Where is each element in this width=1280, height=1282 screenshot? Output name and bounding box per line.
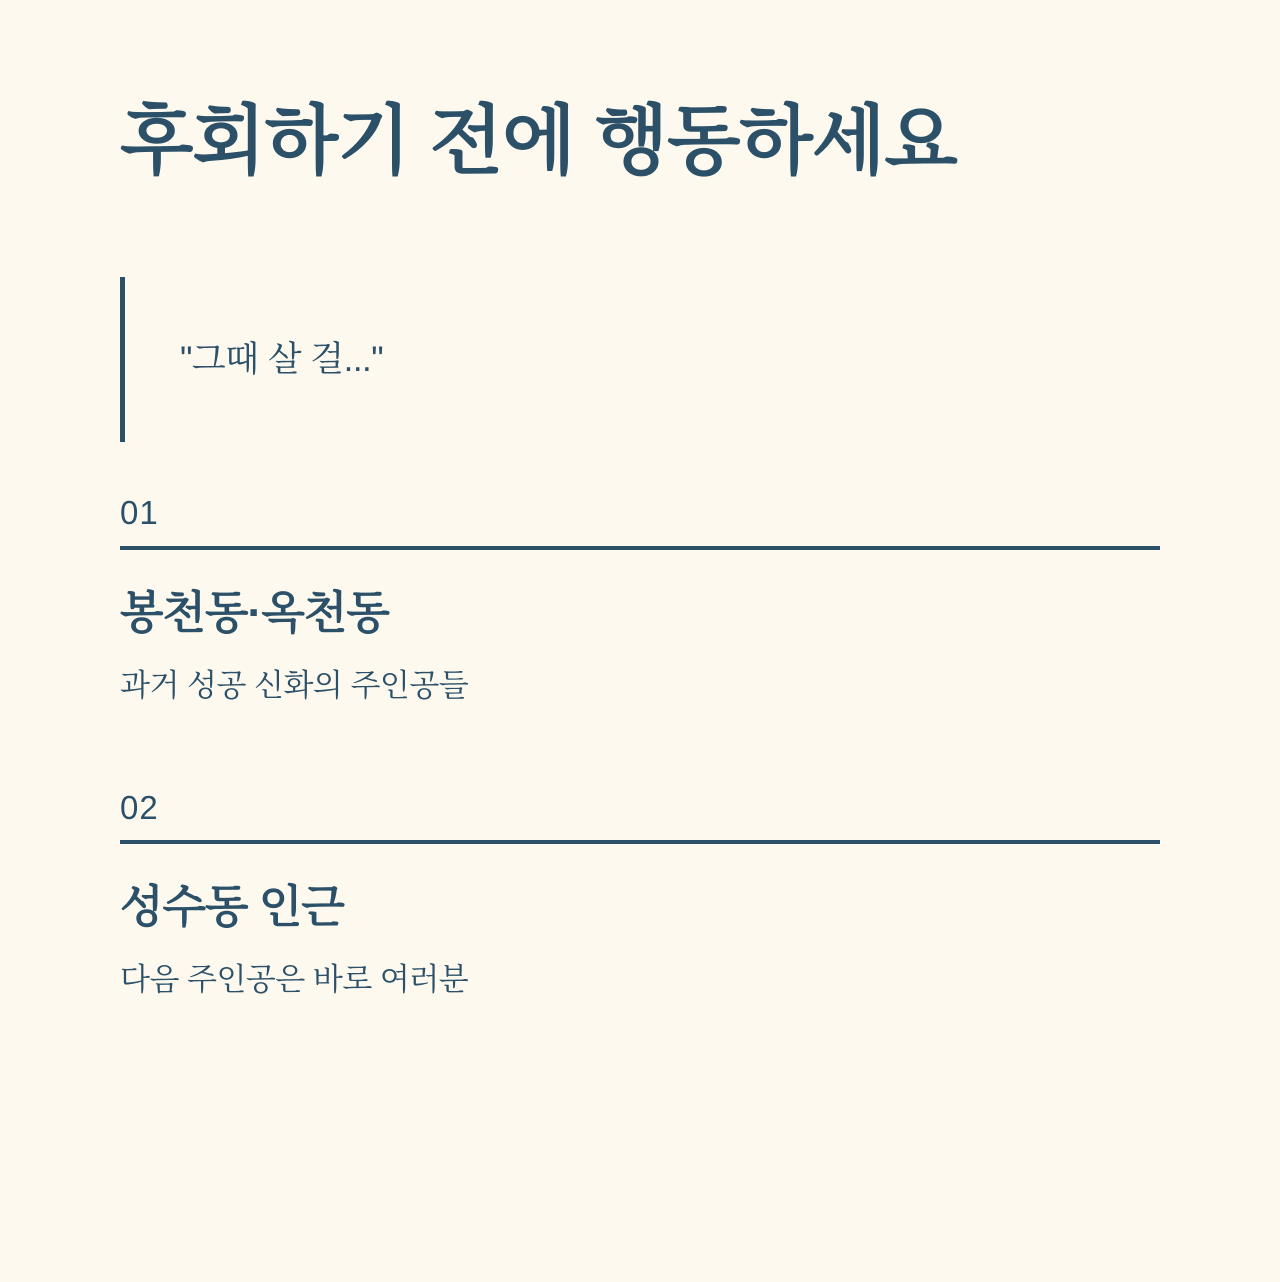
item-title: 봉천동·옥천동 <box>120 586 389 638</box>
item-description: 다음 주인공은 바로 여러분 <box>120 962 469 998</box>
list-item <box>120 495 1160 706</box>
page-title: 후회하기 전에 행동하세요 <box>120 99 957 184</box>
item-divider <box>120 840 1160 844</box>
item-description: 과거 성공 신화의 주인공들 <box>120 667 469 703</box>
item-number: 02 <box>120 788 159 826</box>
item-title: 성수동 인근 <box>120 881 344 933</box>
item-number: 01 <box>120 494 159 532</box>
quote-block <box>120 277 1160 437</box>
quote-accent-bar <box>120 277 125 442</box>
quote-text: "그때 살 걸..." <box>180 340 384 380</box>
list-item <box>120 790 1160 1001</box>
item-divider <box>120 546 1160 550</box>
